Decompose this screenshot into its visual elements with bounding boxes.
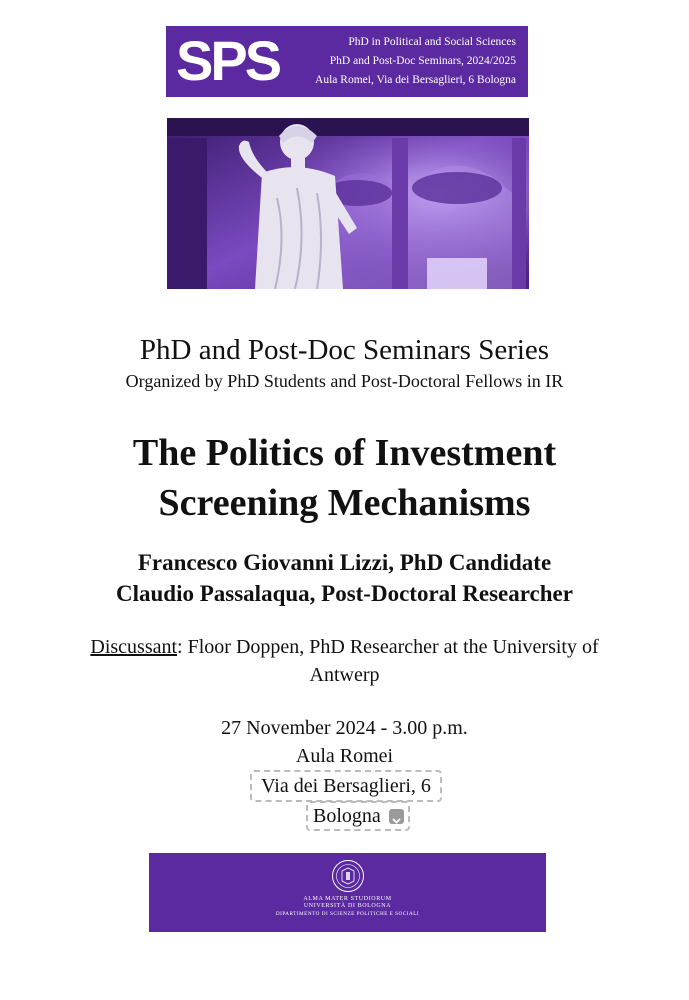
event-city: Bologna bbox=[313, 805, 381, 827]
event-datetime: 27 November 2024 - 3.00 p.m. bbox=[221, 717, 468, 739]
header-info bbox=[315, 33, 516, 90]
talk-title-line: The Politics of Investment bbox=[132, 432, 557, 474]
discussant-text: : Floor Doppen, PhD Researcher at the University of Antwerp bbox=[177, 636, 599, 686]
header-line-program: PhD in Political and Social Sciences bbox=[348, 36, 516, 48]
speaker: Francesco Giovanni Lizzi, PhD Candidate bbox=[137, 550, 552, 575]
speakers bbox=[0, 547, 689, 609]
university-seal-icon bbox=[331, 859, 365, 893]
footer-line: UNIVERSITÀ DI BOLOGNA bbox=[303, 903, 392, 909]
discussant bbox=[0, 633, 689, 689]
header-banner bbox=[166, 26, 528, 97]
speaker: Claudio Passalaqua, Post-Doctoral Researcher bbox=[116, 581, 573, 606]
sps-logo: SPS bbox=[176, 29, 280, 92]
talk-title-line: Screening Mechanisms bbox=[158, 482, 531, 524]
event-street[interactable]: Via dei Bersaglieri, 6 bbox=[250, 770, 442, 802]
event-room: Aula Romei bbox=[295, 745, 394, 767]
chevron-down-icon[interactable] bbox=[389, 809, 404, 824]
footer-line: DIPARTIMENTO DI SCIENZE POLITICHE E SOCIALI bbox=[275, 911, 420, 917]
header-line-series: PhD and Post-Doc Seminars, 2024/2025 bbox=[329, 55, 516, 67]
series-subtitle: Organized by PhD Students and Post-Doctoral Fellows in IR bbox=[125, 371, 564, 391]
statue-photo bbox=[167, 118, 529, 289]
statue-hall-image bbox=[167, 118, 529, 289]
footer-banner bbox=[149, 853, 546, 932]
event-city-select[interactable] bbox=[306, 801, 410, 831]
footer-line: ALMA MATER STUDIORUM bbox=[303, 896, 392, 902]
talk-title bbox=[0, 428, 689, 528]
discussant-label: Discussant bbox=[90, 636, 178, 658]
series-title: PhD and Post-Doc Seminars Series bbox=[139, 334, 550, 366]
header-line-venue: Aula Romei, Via dei Bersaglieri, 6 Bologna bbox=[315, 74, 516, 86]
